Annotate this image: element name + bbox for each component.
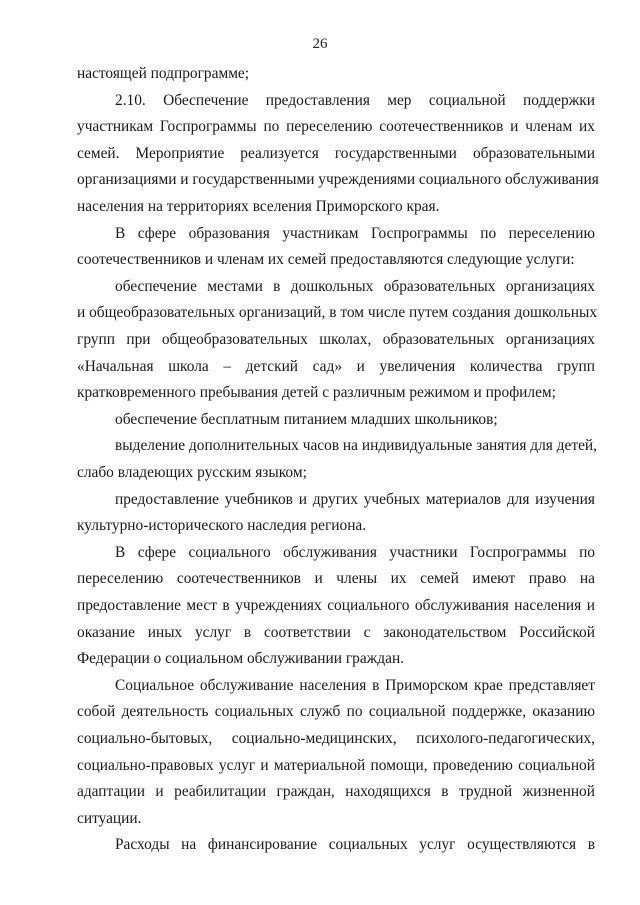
text-line: адаптации и реабилитации граждан, находящихся в трудной жизненной (77, 783, 595, 801)
text-line: участникам Госпрограммы по переселению соотечественников и членам их (77, 118, 595, 136)
text-line: ситуации. (77, 809, 142, 827)
text-line: социально-бытовых, социально-медицинских, психолого-педагогических, (77, 730, 595, 747)
text-line: групп при общеобразовательных школах, образовательных организациях (77, 331, 595, 348)
text-line: обеспечение местами в дошкольных образовательных организациях (115, 277, 595, 295)
text-line: Социальное обслуживание населения в Приморском крае представляет (115, 676, 595, 694)
text-line: слабо владеющих русским языком; (77, 464, 307, 481)
text-line: предоставление мест в учреждениях социального обслуживания населения и (77, 597, 595, 614)
text-line: обеспечение бесплатным питанием младших школьников; (115, 410, 498, 428)
text-line: Расходы на финансирование социальных услуг осуществляются в (115, 836, 595, 854)
text-line: соотечественников и членам их семей предоставляются следующие услуги: (77, 251, 575, 269)
text-line: В сфере социального обслуживания участники Госпрограммы по (115, 543, 595, 561)
text-line: выделение дополнительных часов на индивидуальные занятия для детей, (115, 437, 597, 455)
text-line: социально-правовых услуг и материальной помощи, проведению социальной (77, 756, 595, 774)
text-line: оказание иных услуг в соответствии с законодательством Российской (77, 623, 595, 641)
text-line: и общеобразовательных организаций, в том числе путем создания дошкольных (77, 304, 598, 322)
page-number: 26 (312, 36, 328, 52)
text-line: переселению соотечественников и члены их семей имеют право на (77, 570, 595, 588)
text-line: 2.10. Обеспечение предоставления мер социальной поддержки (115, 91, 595, 109)
text-line: предоставление учебников и других учебных материалов для изучения (115, 490, 595, 508)
text-line: организациями и государственными учреждениями социального обслуживания (77, 171, 599, 189)
text-line: кратковременного пребывания детей с различным режимом и профилем; (77, 384, 556, 402)
text-line: «Начальная школа – детский сад» и увеличения количества групп (77, 357, 595, 375)
text-line: В сфере образования участникам Госпрограммы по переселению (115, 224, 595, 242)
text-line: Федерации о социальном обслуживании граждан. (77, 650, 405, 668)
text-line: культурно-исторического наследия региона. (77, 517, 367, 535)
text-line: семей. Мероприятие реализуется государственными образовательными (77, 144, 595, 162)
text-line: настоящей подпрограмме; (77, 65, 250, 82)
text-line: населения на территориях вселения Приморского края. (77, 198, 440, 215)
text-line: собой деятельность социальных служб по социальной поддержке, оказанию (77, 703, 595, 721)
